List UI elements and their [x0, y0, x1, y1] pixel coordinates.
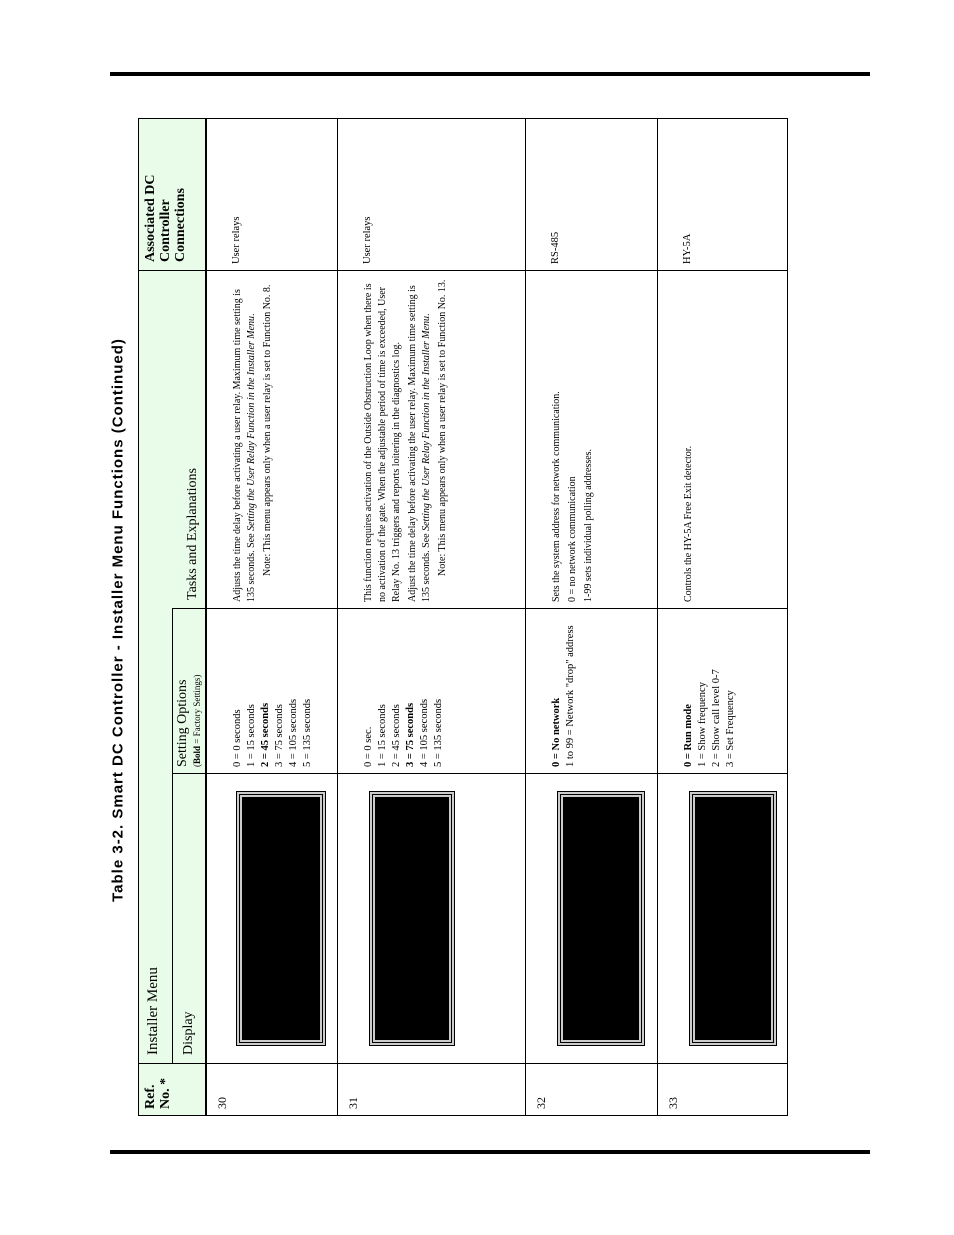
table-header: [139, 119, 207, 1115]
bottom-rule: [110, 1150, 870, 1154]
task-intro: This function requires activation of the Outside Obstruction Loop when there is no activation of the gate. When the adjustable period of time is exceeded, User Relay No. 13 triggers and reports loitering in the diagnostics log.: [363, 283, 402, 602]
task-note: Note: This menu appears only when a user relay is set to Function No. 13.: [437, 279, 448, 576]
option: 1 = Show frequency: [697, 682, 708, 767]
task-text: Adjusts the time delay before activating a user relay. Maximum time setting is 135 seconds. See: [232, 289, 257, 602]
tasks-cell: [207, 270, 337, 608]
setting-options: [207, 608, 337, 773]
option: 0 = 0 seconds: [232, 709, 243, 767]
lcd-display: [370, 792, 454, 1045]
factory-settings-rest: = Factory Settings): [192, 674, 202, 746]
caption-text: Table 3-2. Smart DC Controller - Installer Menu Functions (Continued): [109, 338, 127, 902]
header-ref: Ref. No. *: [139, 1063, 207, 1115]
lcd-display: [690, 792, 776, 1045]
lcd-display: [558, 792, 644, 1045]
associated-connection: HY-5A: [682, 233, 693, 264]
option-default: 0 = Run mode: [683, 704, 694, 767]
setting-options: [338, 608, 525, 773]
tasks-cell: [526, 270, 657, 608]
ref-number: 32: [526, 1063, 657, 1115]
option: 5 = 135 seconds: [302, 698, 313, 767]
option: 4 = 105 seconds: [419, 698, 430, 767]
header-installer-menu: Installer Menu: [139, 608, 173, 1063]
option-default: 3 = 75 seconds: [405, 702, 416, 767]
task-line: Controls the HY-5A Free Exit detector.: [683, 445, 694, 602]
task-line: 1-99 sets individual polling addresses.: [583, 448, 594, 602]
display-cell: [207, 773, 337, 1063]
option-default: 0 = No network: [551, 697, 562, 767]
setting-options: [526, 608, 657, 773]
associated-connection: RS-485: [550, 231, 561, 264]
factory-settings-note: (Bold = Factory Settings): [192, 674, 202, 767]
task-line: Sets the system address for network communication.: [551, 391, 562, 602]
display-cell: [338, 773, 525, 1063]
task-description: [406, 277, 434, 602]
task-text: Adjust the time delay before activating the user relay. Maximum time setting is 135 seconds. See: [407, 285, 432, 602]
associated-connection: User relays: [231, 216, 242, 264]
task-reference: Setting the User Relay Function in the Installer Menu: [421, 315, 432, 531]
header-setting-options: [173, 608, 207, 773]
setting-options: [658, 608, 787, 773]
ref-number: 31: [338, 1063, 525, 1115]
option: 4 = 105 seconds: [288, 698, 299, 767]
factory-settings-bold: Bold: [192, 745, 202, 764]
table-row: [338, 119, 526, 1115]
option: 2 = Show call level 0-7: [711, 669, 722, 767]
installer-menu-table: [138, 118, 788, 1116]
associated-connection: User relays: [362, 216, 373, 264]
option: 1 = 15 seconds: [377, 704, 388, 767]
option: 5 = 135 seconds: [433, 698, 444, 767]
header-display: Display: [173, 773, 207, 1063]
option: 1 = 15 seconds: [246, 704, 257, 767]
top-rule: [110, 72, 870, 76]
ref-number: 33: [658, 1063, 787, 1115]
option-default: 2 = 45 seconds: [260, 702, 271, 767]
task-description: [231, 277, 259, 602]
table-container: [138, 118, 788, 1116]
lcd-display: [237, 792, 325, 1045]
table-row: [526, 119, 658, 1115]
ref-number: 30: [207, 1063, 337, 1115]
tasks-cell: [658, 270, 787, 608]
display-cell: [526, 773, 657, 1063]
option: 2 = 45 seconds: [391, 704, 402, 767]
table-row: [207, 119, 338, 1115]
task-line: 0 = no network communication: [567, 476, 578, 602]
option: 3 = Set Frequency: [725, 690, 736, 767]
task-text-end: .: [421, 313, 432, 316]
task-reference: Setting the User Relay Function in the Installer Menu: [246, 315, 257, 531]
task-note: Note: This menu appears only when a user relay is set to Function No. 8.: [262, 284, 273, 576]
task-text-end: .: [246, 313, 257, 316]
option: 1 to 99 = Network "drop" address: [565, 625, 576, 767]
tasks-cell: [338, 270, 525, 608]
option: 0 = 0 sec.: [363, 726, 374, 767]
display-cell: [658, 773, 787, 1063]
table-row: [658, 119, 787, 1115]
header-associated: Associated DC Controller Connections: [143, 174, 188, 262]
header-setting-options-label: Setting Options: [175, 679, 190, 767]
header-tasks: Tasks and Explanations: [139, 270, 207, 608]
option: 3 = 75 seconds: [274, 704, 285, 767]
